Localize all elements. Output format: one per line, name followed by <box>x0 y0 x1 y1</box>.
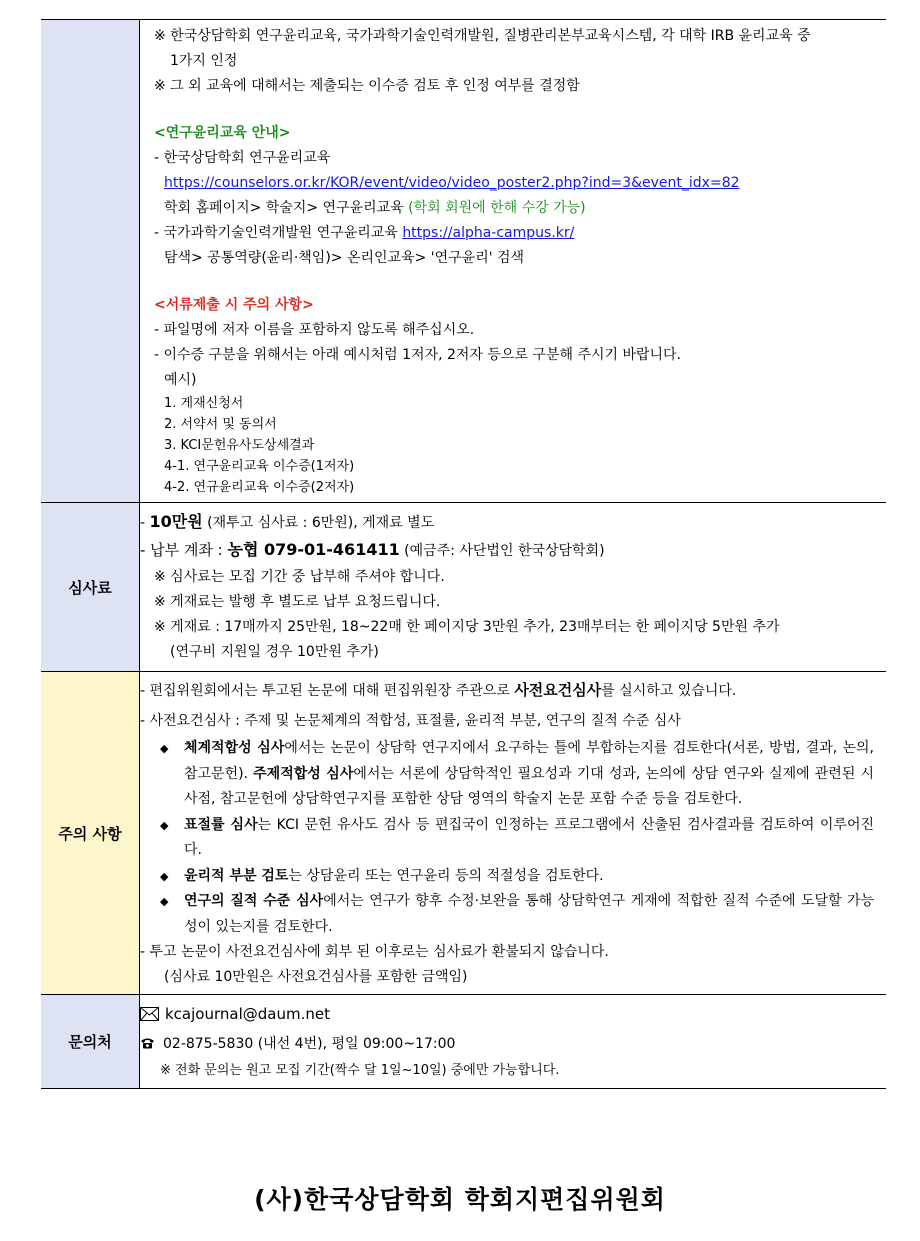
diamond-bullet-icon: ◆ <box>160 869 169 883</box>
caution-line-end: 를 실시하고 있습니다. <box>601 683 737 699</box>
bullet-term: 주제적합성 심사 <box>253 765 354 782</box>
committee-footer: (사)한국상담학회 학회지편집위원회 <box>254 1185 666 1214</box>
bullet-term: 윤리적 부분 검토 <box>184 867 289 884</box>
contact-row <box>41 995 886 1089</box>
example-item: 2. 서약서 및 동의서 <box>164 417 277 432</box>
bullet-text: 는 KCI 문헌 유사도 검사 등 편집국이 인정하는 프로그램에서 산출된 검사결과를 검토하여 이루어진다. <box>184 816 875 858</box>
fee-note: ※ 게재료는 발행 후 별도로 납부 요청드립니다. <box>154 594 441 610</box>
fee-note: ※ 게재료 : 17매까지 25만원, 18~22매 한 페이지당 3만원 추가, 23매부터는 한 페이지당 5만원 추가 <box>154 619 780 635</box>
bullet-item <box>140 889 886 940</box>
fee-label: 심사료 <box>41 503 140 672</box>
other-education-note: ※ 그 외 교육에 대해서는 제출되는 이수증 검토 후 인정 여부를 결정함 <box>154 78 580 94</box>
phone-hours-note: ※ 전화 문의는 원고 모집 기간(짝수 달 1일~10일) 중에만 가능합니다. <box>160 1063 560 1078</box>
envelope-icon <box>140 1002 159 1030</box>
bullet-term: 연구의 질적 수준 심사 <box>184 893 324 909</box>
bullet-term: 표절률 심사 <box>184 816 258 833</box>
nst-education-item: - 국가과학기술인력개발원 연구윤리교육 <box>154 225 403 241</box>
example-item: 4-2. 연규윤리교육 이수증(2저자) <box>164 480 355 495</box>
contact-label: 문의처 <box>41 995 140 1089</box>
example-item: 3. KCI문헌유사도상세결과 <box>164 438 315 453</box>
caution-label: 주의 사항 <box>41 672 140 995</box>
example-item: 1. 게재신청서 <box>164 396 244 411</box>
bullet-text: 에서는 서론에 상담학적인 필요성과 기대 성과, 논의에 상담 연구와 실제에 관련된 시사점, 참고문헌에 상담학연구지를 포함한 상담 영역의 학술지 논문 포함 수준 등을 검토한다. <box>184 765 874 807</box>
ethics-note: ※ 한국상담학회 연구윤리교육, 국가과학기술인력개발원, 질병관리본부교육시스템, 각 대학 IRB 윤리교육 중 <box>154 28 811 44</box>
ethics-label-cell <box>41 20 140 503</box>
fee-amount: 10만원 <box>149 512 203 531</box>
caution-content <box>140 672 887 995</box>
ethics-content <box>140 20 887 503</box>
fee-note: ※ 심사료는 모집 기간 중 납부해 주셔야 합니다. <box>154 569 445 585</box>
bullet-text: 는 상담윤리 또는 연구윤리 등의 적절성을 검토한다. <box>288 867 604 884</box>
diamond-bullet-icon: ◆ <box>160 742 169 755</box>
kca-path: 학회 홈페이지> 학술지> 연구윤리교육 <box>164 200 409 216</box>
kca-member-note: (학회 회원에 한해 수강 가능) <box>408 200 586 216</box>
contact-email[interactable]: kcajournal@daum.net <box>165 1005 330 1023</box>
example-label: 예시) <box>164 372 197 388</box>
contact-phone: 02-875-5830 (내선 4번), 평일 09:00~17:00 <box>163 1036 456 1052</box>
account-prefix: - 납부 계좌 : <box>140 541 228 559</box>
fee-dash: - <box>140 515 150 531</box>
bullet-term: 체계적합성 심사 <box>184 740 285 756</box>
refund-note: - 투고 논문이 사전요건심사에 회부 된 이후로는 심사료가 환불되지 않습니다. <box>140 944 609 960</box>
caution-line: - 편집위원회에서는 투고된 논문에 대해 편집위원장 주관으로 <box>140 683 515 699</box>
fee-amount-note: (재투고 심사료 : 6만원), 게재료 별도 <box>202 515 435 531</box>
nst-path: 탐색> 공통역량(윤리·책임)> 온리인교육> '연구윤리' 검색 <box>164 250 525 266</box>
bullet-text: 에서는 연구가 향후 수정·보완을 통해 상담학연구 게재에 적합한 질적 수준에 도달할 가능성이 있는지를 검토한다. <box>184 893 875 935</box>
bullet-item <box>140 864 886 890</box>
contact-content <box>140 995 887 1089</box>
caution-row <box>41 672 886 995</box>
bullet-text: 에서는 논문이 상담학 연구지에서 요구하는 틀에 부합하는지를 검토한다(서론, 방법, 결과, 논의, 참고문헌). <box>184 740 874 782</box>
fee-note-cont: (연구비 지원일 경우 10만원 추가) <box>170 644 379 660</box>
pre-review-term: 사전요건심사 <box>514 681 602 699</box>
diamond-bullet-icon: ◆ <box>160 895 169 908</box>
filename-caution: - 파일명에 저자 이름을 포함하지 않도록 해주십시오. <box>154 322 475 338</box>
account-holder: (예금주: 사단법인 한국상담학회) <box>399 543 605 559</box>
ethics-note-cont: 1가지 인정 <box>170 53 238 69</box>
ethics-row <box>41 20 886 503</box>
certificate-caution: - 이수증 구분을 위해서는 아래 예시처럼 1저자, 2저자 등으로 구분해 주시기 바랍니다. <box>154 347 682 363</box>
pre-review-summary: - 사전요건심사 : 주제 및 논문체계의 적합성, 표절률, 윤리적 부분, 연구의 질적 수준 심사 <box>140 713 681 729</box>
telephone-icon <box>140 1031 155 1059</box>
bullet-item <box>140 736 886 813</box>
nst-education-link[interactable]: https://alpha-campus.kr/ <box>402 225 575 241</box>
info-table <box>41 19 886 1089</box>
diamond-bullet-icon: ◆ <box>160 818 169 832</box>
guide-heading: <연구윤리교육 안내> <box>154 125 291 141</box>
refund-note-cont: (심사료 10만원은 사전요건심사를 포함한 금액임) <box>164 969 468 985</box>
kca-education-link[interactable]: https://counselors.or.kr/KOR/event/video/video_poster2.php?ind=3&event_idx=82 <box>164 175 740 191</box>
account-number: 농협 079-01-461411 <box>227 540 400 559</box>
fee-content <box>140 503 887 672</box>
bullet-item <box>140 813 886 864</box>
kca-education-item: - 한국상담학회 연구윤리교육 <box>154 150 331 166</box>
caution-heading: <서류제출 시 주의 사항> <box>154 297 314 313</box>
fee-row <box>41 503 886 672</box>
example-item: 4-1. 연구윤리교육 이수증(1저자) <box>164 459 355 474</box>
